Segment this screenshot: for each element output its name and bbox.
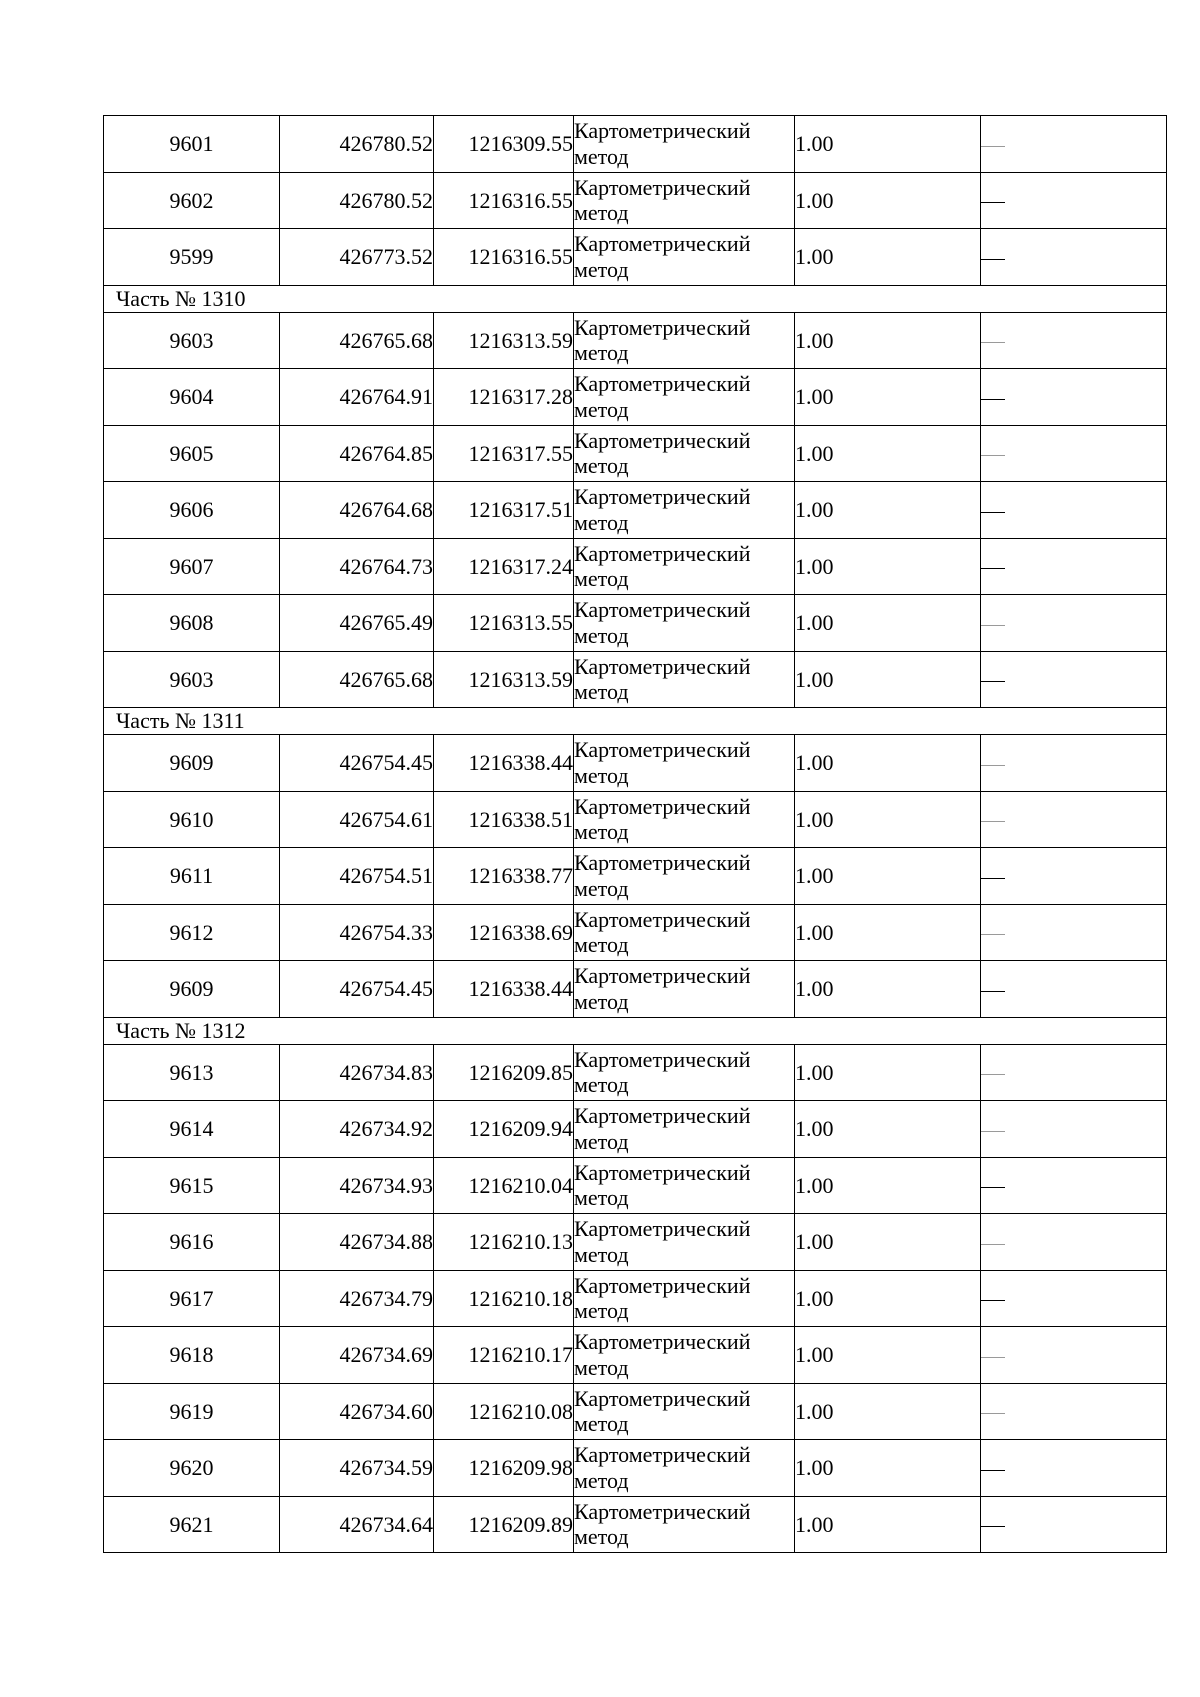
method-cell: Картометрический метод [574,1440,795,1497]
table-row [104,229,1167,286]
method-cell: Картометрический метод [574,172,795,229]
method-cell: Картометрический метод [574,229,795,286]
table-row [104,425,1167,482]
method-cell: Картометрический метод [574,116,795,173]
table-row [104,482,1167,539]
point-number-cell: 9607 [104,538,280,595]
x-coordinate-cell: 426764.68 [280,482,434,539]
dash-mark [981,934,1005,935]
description-cell [981,1496,1167,1553]
dash-mark [981,455,1005,456]
table-row [104,1496,1167,1553]
y-coordinate-cell: 1216317.55 [434,425,574,482]
y-coordinate-cell: 1216338.44 [434,961,574,1018]
table-row [104,595,1167,652]
description-cell [981,1214,1167,1271]
x-coordinate-cell: 426765.68 [280,651,434,708]
description-cell [981,735,1167,792]
table-row [104,791,1167,848]
y-coordinate-cell: 1216317.24 [434,538,574,595]
error-cell: 1.00 [795,1327,981,1384]
x-coordinate-cell: 426773.52 [280,229,434,286]
y-coordinate-cell: 1216313.59 [434,651,574,708]
error-cell: 1.00 [795,312,981,369]
error-cell: 1.00 [795,1383,981,1440]
x-coordinate-cell: 426734.92 [280,1101,434,1158]
point-number-cell: 9619 [104,1383,280,1440]
point-number-cell: 9608 [104,595,280,652]
y-coordinate-cell: 1216338.77 [434,848,574,905]
dash-mark [981,202,1005,203]
x-coordinate-cell: 426765.68 [280,312,434,369]
point-number-cell: 9603 [104,651,280,708]
y-coordinate-cell: 1216313.55 [434,595,574,652]
y-coordinate-cell: 1216210.17 [434,1327,574,1384]
error-cell: 1.00 [795,229,981,286]
method-cell: Картометрический метод [574,1327,795,1384]
x-coordinate-cell: 426734.59 [280,1440,434,1497]
table-row [104,116,1167,173]
section-label: Часть № 1311 [104,708,1167,735]
description-cell [981,1157,1167,1214]
y-coordinate-cell: 1216317.51 [434,482,574,539]
error-cell: 1.00 [795,172,981,229]
error-cell: 1.00 [795,904,981,961]
error-cell: 1.00 [795,791,981,848]
point-number-cell: 9605 [104,425,280,482]
dash-mark [981,1357,1005,1358]
point-number-cell: 9601 [104,116,280,173]
point-number-cell: 9606 [104,482,280,539]
x-coordinate-cell: 426764.85 [280,425,434,482]
point-number-cell: 9604 [104,369,280,426]
point-number-cell: 9615 [104,1157,280,1214]
description-cell [981,651,1167,708]
x-coordinate-cell: 426734.88 [280,1214,434,1271]
point-number-cell: 9617 [104,1270,280,1327]
y-coordinate-cell: 1216338.69 [434,904,574,961]
y-coordinate-cell: 1216209.89 [434,1496,574,1553]
dash-mark [981,681,1005,682]
table-row [104,848,1167,905]
table-row [104,1157,1167,1214]
method-cell: Картометрический метод [574,1270,795,1327]
y-coordinate-cell: 1216209.85 [434,1044,574,1101]
error-cell: 1.00 [795,1496,981,1553]
y-coordinate-cell: 1216338.51 [434,791,574,848]
method-cell: Картометрический метод [574,651,795,708]
y-coordinate-cell: 1216313.59 [434,312,574,369]
x-coordinate-cell: 426780.52 [280,172,434,229]
method-cell: Картометрический метод [574,595,795,652]
section-label: Часть № 1312 [104,1017,1167,1044]
y-coordinate-cell: 1216316.55 [434,229,574,286]
table-row [104,172,1167,229]
error-cell: 1.00 [795,116,981,173]
point-number-cell: 9602 [104,172,280,229]
y-coordinate-cell: 1216338.44 [434,735,574,792]
table-row [104,538,1167,595]
description-cell [981,595,1167,652]
method-cell: Картометрический метод [574,538,795,595]
point-number-cell: 9618 [104,1327,280,1384]
dash-mark [981,878,1005,879]
x-coordinate-cell: 426754.45 [280,961,434,1018]
description-cell [981,172,1167,229]
method-cell: Картометрический метод [574,1044,795,1101]
x-coordinate-cell: 426734.60 [280,1383,434,1440]
description-cell [981,904,1167,961]
description-cell [981,1327,1167,1384]
dash-mark [981,1526,1005,1527]
description-cell [981,1270,1167,1327]
point-number-cell: 9611 [104,848,280,905]
error-cell: 1.00 [795,425,981,482]
coordinates-table-body [104,116,1167,1553]
error-cell: 1.00 [795,1440,981,1497]
dash-mark [981,765,1005,766]
point-number-cell: 9620 [104,1440,280,1497]
method-cell: Картометрический метод [574,312,795,369]
error-cell: 1.00 [795,369,981,426]
table-row [104,1270,1167,1327]
y-coordinate-cell: 1216210.13 [434,1214,574,1271]
method-cell: Картометрический метод [574,848,795,905]
x-coordinate-cell: 426734.69 [280,1327,434,1384]
y-coordinate-cell: 1216317.28 [434,369,574,426]
table-row [104,1101,1167,1158]
method-cell: Картометрический метод [574,1101,795,1158]
error-cell: 1.00 [795,1214,981,1271]
point-number-cell: 9609 [104,961,280,1018]
section-header-row [104,708,1167,735]
method-cell: Картометрический метод [574,1496,795,1553]
table-row [104,1214,1167,1271]
x-coordinate-cell: 426754.51 [280,848,434,905]
dash-mark [981,991,1005,992]
method-cell: Картометрический метод [574,961,795,1018]
x-coordinate-cell: 426764.91 [280,369,434,426]
dash-mark [981,1244,1005,1245]
dash-mark [981,1074,1005,1075]
description-cell [981,369,1167,426]
point-number-cell: 9610 [104,791,280,848]
error-cell: 1.00 [795,961,981,1018]
y-coordinate-cell: 1216309.55 [434,116,574,173]
error-cell: 1.00 [795,538,981,595]
description-cell [981,425,1167,482]
x-coordinate-cell: 426764.73 [280,538,434,595]
point-number-cell: 9612 [104,904,280,961]
error-cell: 1.00 [795,1157,981,1214]
table-row [104,735,1167,792]
method-cell: Картометрический метод [574,369,795,426]
dash-mark [981,1187,1005,1188]
section-header-row [104,285,1167,312]
dash-mark [981,1131,1005,1132]
x-coordinate-cell: 426754.45 [280,735,434,792]
x-coordinate-cell: 426780.52 [280,116,434,173]
point-number-cell: 9614 [104,1101,280,1158]
description-cell [981,1383,1167,1440]
dash-mark [981,1413,1005,1414]
point-number-cell: 9621 [104,1496,280,1553]
y-coordinate-cell: 1216210.08 [434,1383,574,1440]
description-cell [981,538,1167,595]
method-cell: Картометрический метод [574,1157,795,1214]
dash-mark [981,821,1005,822]
y-coordinate-cell: 1216209.94 [434,1101,574,1158]
description-cell [981,312,1167,369]
coordinates-table [103,115,1167,1553]
error-cell: 1.00 [795,595,981,652]
dash-mark [981,399,1005,400]
table-row [104,961,1167,1018]
error-cell: 1.00 [795,1270,981,1327]
description-cell [981,1044,1167,1101]
table-row [104,369,1167,426]
method-cell: Картометрический метод [574,904,795,961]
description-cell [981,961,1167,1018]
point-number-cell: 9616 [104,1214,280,1271]
table-row [104,1327,1167,1384]
dash-mark [981,1300,1005,1301]
point-number-cell: 9599 [104,229,280,286]
table-row [104,312,1167,369]
description-cell [981,791,1167,848]
y-coordinate-cell: 1216209.98 [434,1440,574,1497]
dash-mark [981,568,1005,569]
description-cell [981,229,1167,286]
x-coordinate-cell: 426734.93 [280,1157,434,1214]
table-row [104,1440,1167,1497]
dash-mark [981,259,1005,260]
error-cell: 1.00 [795,1101,981,1158]
y-coordinate-cell: 1216210.04 [434,1157,574,1214]
point-number-cell: 9613 [104,1044,280,1101]
method-cell: Картометрический метод [574,1383,795,1440]
table-row [104,904,1167,961]
error-cell: 1.00 [795,1044,981,1101]
method-cell: Картометрический метод [574,425,795,482]
method-cell: Картометрический метод [574,791,795,848]
error-cell: 1.00 [795,848,981,905]
x-coordinate-cell: 426734.83 [280,1044,434,1101]
x-coordinate-cell: 426754.33 [280,904,434,961]
x-coordinate-cell: 426754.61 [280,791,434,848]
table-row [104,1383,1167,1440]
description-cell [981,116,1167,173]
error-cell: 1.00 [795,482,981,539]
method-cell: Картометрический метод [574,1214,795,1271]
section-header-row [104,1017,1167,1044]
y-coordinate-cell: 1216210.18 [434,1270,574,1327]
dash-mark [981,1470,1005,1471]
x-coordinate-cell: 426734.64 [280,1496,434,1553]
y-coordinate-cell: 1216316.55 [434,172,574,229]
method-cell: Картометрический метод [574,482,795,539]
dash-mark [981,625,1005,626]
description-cell [981,1101,1167,1158]
section-label: Часть № 1310 [104,285,1167,312]
error-cell: 1.00 [795,735,981,792]
point-number-cell: 9609 [104,735,280,792]
method-cell: Картометрический метод [574,735,795,792]
dash-mark [981,512,1005,513]
point-number-cell: 9603 [104,312,280,369]
table-row [104,651,1167,708]
x-coordinate-cell: 426734.79 [280,1270,434,1327]
error-cell: 1.00 [795,651,981,708]
description-cell [981,848,1167,905]
dash-mark [981,342,1005,343]
description-cell [981,1440,1167,1497]
description-cell [981,482,1167,539]
dash-mark [981,146,1005,147]
table-row [104,1044,1167,1101]
x-coordinate-cell: 426765.49 [280,595,434,652]
